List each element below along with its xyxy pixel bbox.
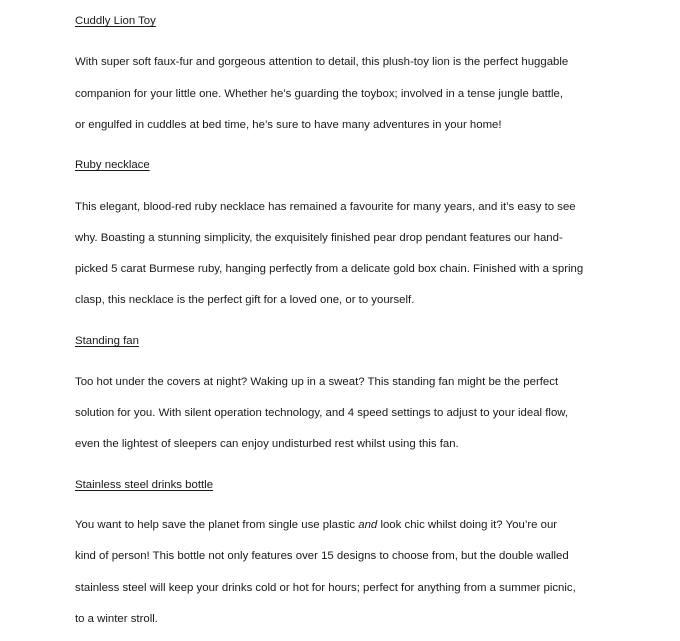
paragraph-line: This elegant, blood-red ruby necklace has remained a favourite for many years, and it’s easy to see xyxy=(75,201,576,213)
paragraph-line: why. Boasting a stunning simplicity, the exquisitely finished pear drop pendant features our hand- xyxy=(75,232,563,244)
paragraph-line xyxy=(75,518,557,533)
paragraph-line: kind of person! This bottle not only features over 15 designs to choose from, but the double walled xyxy=(75,550,569,562)
section-heading-lion-toy: Cuddly Lion Toy xyxy=(75,15,156,27)
paragraph-line: companion for your little one. Whether he’s guarding the toybox; involved in a tense jungle battle, xyxy=(75,88,563,100)
paragraph-line: even the lightest of sleepers can enjoy undisturbed rest whilst using this fan. xyxy=(75,438,459,450)
paragraph-line: stainless steel will keep your drinks cold or hot for hours; perfect for anything from a summer picnic, xyxy=(75,582,576,594)
section-heading-ruby-necklace: Ruby necklace xyxy=(75,159,150,171)
emphasis-text: and xyxy=(358,519,378,531)
paragraph-line: solution for you. With silent operation technology, and 4 speed settings to adjust to your ideal flow, xyxy=(75,407,569,419)
paragraph-line: picked 5 carat Burmese ruby, hanging perfectly from a delicate gold box chain. Finished with a spring xyxy=(75,263,584,275)
paragraph-line: With super soft faux-fur and gorgeous attention to detail, this plush-toy lion is the perfect huggable xyxy=(75,56,569,68)
paragraph-line: Too hot under the covers at night? Waking up in a sweat? This standing fan might be the perfect xyxy=(75,376,559,388)
paragraph-line: clasp, this necklace is the perfect gift for a loved one, or to yourself. xyxy=(75,294,415,306)
section-heading-standing-fan: Standing fan xyxy=(75,335,139,347)
section-heading-drinks-bottle: Stainless steel drinks bottle xyxy=(75,479,214,491)
text-run: You want to help save the planet from single use plastic xyxy=(75,519,359,531)
text-run: look chic whilst doing it? You’re our xyxy=(377,519,558,531)
paragraph-line: or engulfed in cuddles at bed time, he’s sure to have many adventures in your home! xyxy=(75,119,502,131)
paragraph-line: to a winter stroll. xyxy=(75,613,158,625)
